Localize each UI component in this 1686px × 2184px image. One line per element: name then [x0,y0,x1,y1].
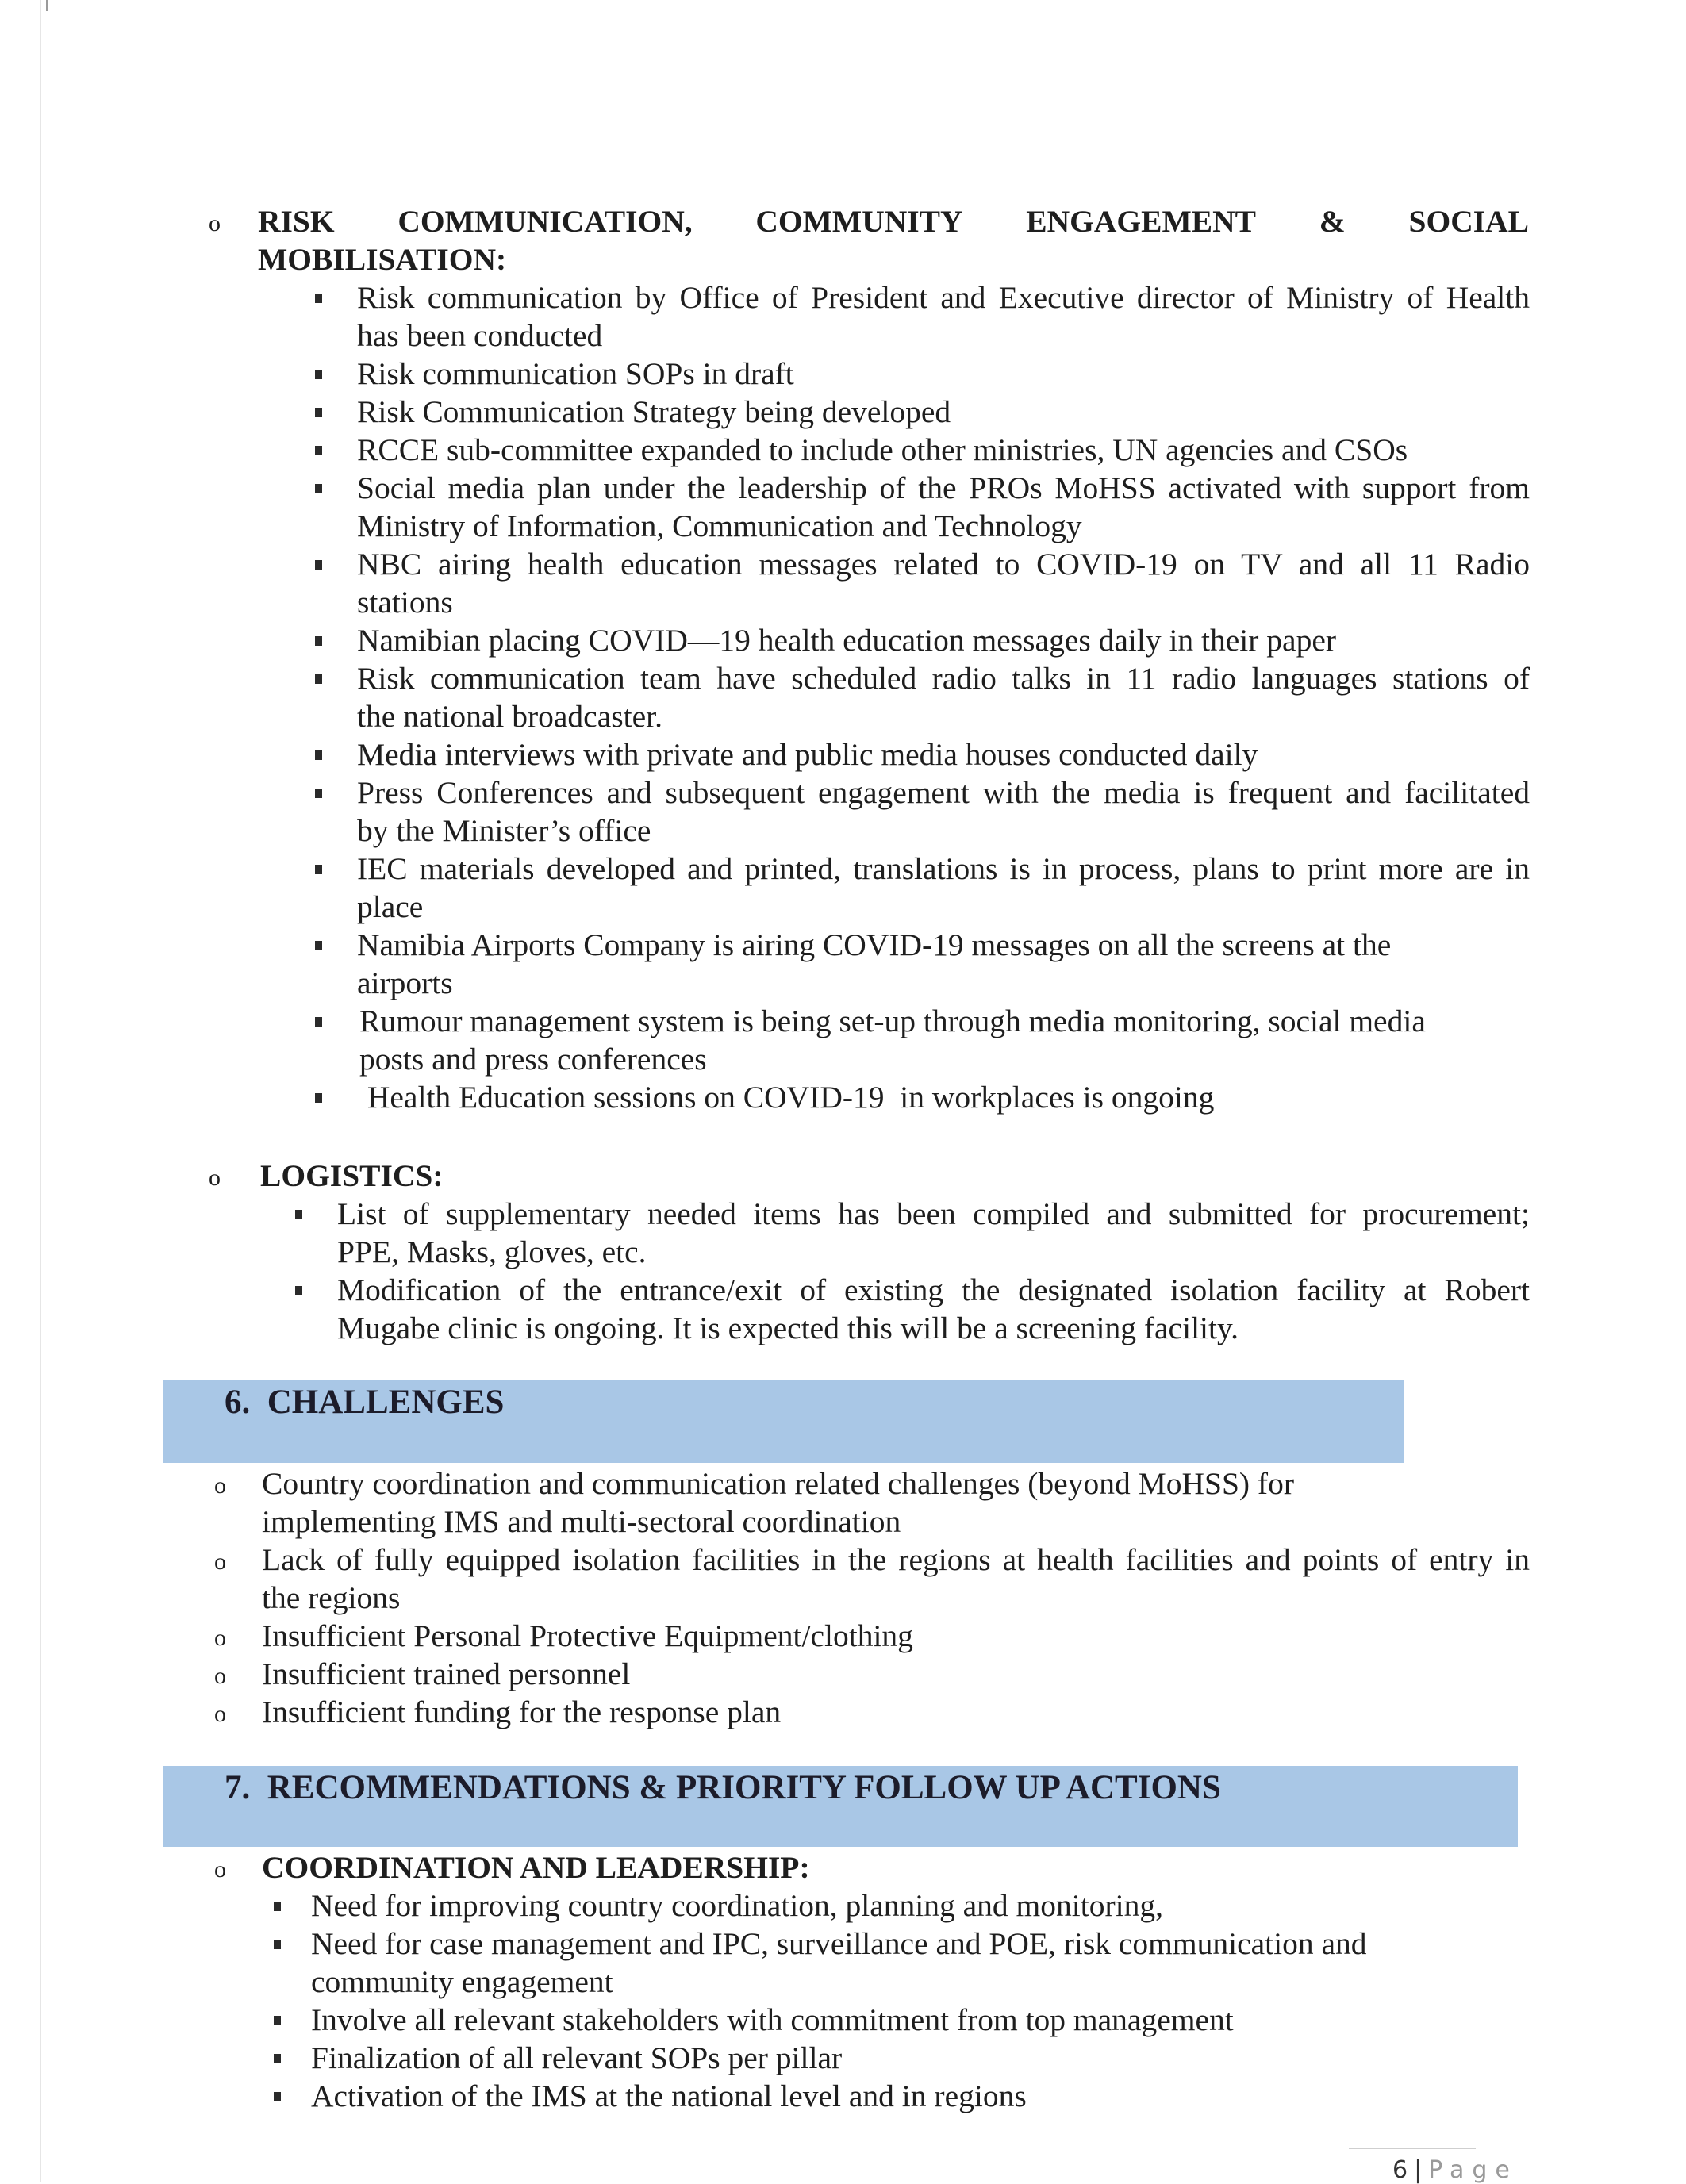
logistics-heading: LOGISTICS: [260,1158,444,1193]
list-item-text: Rumour management system is being set-up through media monitoring, social media [359,1004,1426,1038]
square-bullet-icon [315,370,322,379]
circle-bullet-icon: o [214,1663,226,1689]
square-bullet-icon [315,674,322,684]
footer-rule [1349,2148,1476,2149]
square-bullet-icon [315,789,322,798]
list-item-text: Media interviews with private and public media houses conducted daily [357,737,1258,772]
heading-word: ENGAGEMENT [1026,204,1256,239]
list-item-text-cont: place [357,889,424,924]
list-item-text: Risk communication SOPs in draft [357,356,794,391]
square-bullet-icon [274,1940,281,1949]
list-item-text: Involve all relevant stakeholders with commitment from top management [311,2002,1234,2037]
square-bullet-icon [315,1093,322,1103]
list-item-text-cont: by the Minister’s office [357,813,651,848]
square-bullet-icon [274,1902,281,1911]
list-item-text: Activation of the IMS at the national level and in regions [311,2078,1027,2113]
list-item-text: List of supplementary needed items has been compiled and submitted for procurement; [337,1196,1530,1231]
list-item-text-cont: Mugabe clinic is ongoing. It is expected this will be a screening facility. [337,1311,1239,1345]
list-item-text: Need for case management and IPC, surveillance and POE, risk communication and [311,1926,1367,1961]
list-item-text-cont: has been conducted [357,318,603,353]
heading-word: COMMUNICATION, [397,204,693,239]
square-bullet-icon [315,446,322,455]
circle-bullet-icon: o [214,1856,226,1883]
square-bullet-icon [295,1210,302,1219]
rcce-heading-line1 [258,202,1529,240]
list-item-text-cont: stations [357,585,453,620]
list-item-text: IEC materials developed and printed, translations is in process, plans to print more are in [357,851,1530,886]
list-item-text: Modification of the entrance/exit of existing the designated isolation facility at Robert [337,1272,1530,1307]
square-bullet-icon [315,636,322,646]
square-bullet-icon [315,865,322,874]
square-bullet-icon [274,2054,281,2063]
page-separator: | [1414,2156,1423,2184]
list-item-text: RCCE sub-committee expanded to include other ministries, UN agencies and CSOs [357,432,1408,467]
coordination-heading: COORDINATION AND LEADERSHIP: [262,1850,810,1885]
square-bullet-icon [315,1017,322,1027]
list-item-text: NBC airing health education messages related to COVID-19 on TV and all 11 Radio [357,547,1530,582]
list-item-text: Insufficient trained personnel [262,1656,631,1691]
list-item-text: Namibia Airports Company is airing COVID-19 messages on all the screens at the [357,927,1392,962]
circle-bullet-icon: o [209,210,221,236]
scan-mark [46,0,48,11]
list-item-text-cont: the national broadcaster. [357,699,662,734]
square-bullet-icon [315,408,322,417]
circle-bullet-icon: o [214,1701,226,1727]
heading-word: & [1319,204,1346,239]
square-bullet-icon [274,2092,281,2101]
section-title-recommendations: 7. RECOMMENDATIONS & PRIORITY FOLLOW UP ACTIONS [225,1769,1221,1806]
page-footer [1392,2156,1518,2184]
square-bullet-icon [315,484,322,493]
list-item-text: Country coordination and communication related challenges (beyond MoHSS) for [262,1466,1294,1501]
scan-edge-line [40,0,41,2182]
heading-word: RISK [258,204,335,239]
list-item-text-cont: community engagement [311,1964,613,1999]
list-item-text-cont: airports [357,965,453,1000]
list-item-text: Risk communication team have scheduled radio talks in 11 radio languages stations of [357,661,1530,696]
square-bullet-icon [315,294,322,303]
list-item-text: Finalization of all relevant SOPs per pillar [311,2040,843,2075]
list-item-text: Risk communication by Office of President and Executive director of Ministry of Health [357,280,1530,315]
circle-bullet-icon: o [209,1165,221,1191]
list-item-text: Lack of fully equipped isolation facilities in the regions at health facilities and points of entry in [262,1542,1530,1577]
list-item-text-cont: the regions [262,1580,401,1615]
rcce-heading-line2: MOBILISATION: [258,242,507,277]
list-item-text: Need for improving country coordination, planning and monitoring, [311,1888,1163,1923]
list-item-text: Social media plan under the leadership of the PROs MoHSS activated with support from [357,470,1530,505]
list-item-text-cont: implementing IMS and multi-sectoral coordination [262,1504,901,1539]
circle-bullet-icon: o [214,1625,226,1651]
square-bullet-icon [295,1286,302,1295]
page-label: Page [1428,2156,1518,2184]
heading-word: SOCIAL [1408,204,1529,239]
list-item-text: Insufficient Personal Protective Equipment/clothing [262,1618,913,1653]
square-bullet-icon [315,941,322,950]
circle-bullet-icon: o [214,1549,226,1575]
list-item-text: Namibian placing COVID—19 health education messages daily in their paper [357,623,1337,658]
list-item-text-cont: Ministry of Information, Communication and Technology [357,509,1082,543]
list-item-text: Risk Communication Strategy being developed [357,394,951,429]
list-item-text-cont: posts and press conferences [359,1042,707,1077]
list-item-text: Insufficient funding for the response plan [262,1695,782,1729]
square-bullet-icon [315,750,322,760]
list-item-text: Press Conferences and subsequent engagement with the media is frequent and facilitated [357,775,1530,810]
page-number: 6 [1392,2156,1408,2184]
square-bullet-icon [315,560,322,570]
list-item-text-cont: PPE, Masks, gloves, etc. [337,1234,647,1269]
circle-bullet-icon: o [214,1472,226,1499]
heading-word: COMMUNITY [755,204,963,239]
square-bullet-icon [274,2016,281,2025]
section-title-challenges: 6. CHALLENGES [225,1384,505,1421]
list-item-text: Health Education sessions on COVID-19 in workplaces is ongoing [359,1080,1215,1115]
